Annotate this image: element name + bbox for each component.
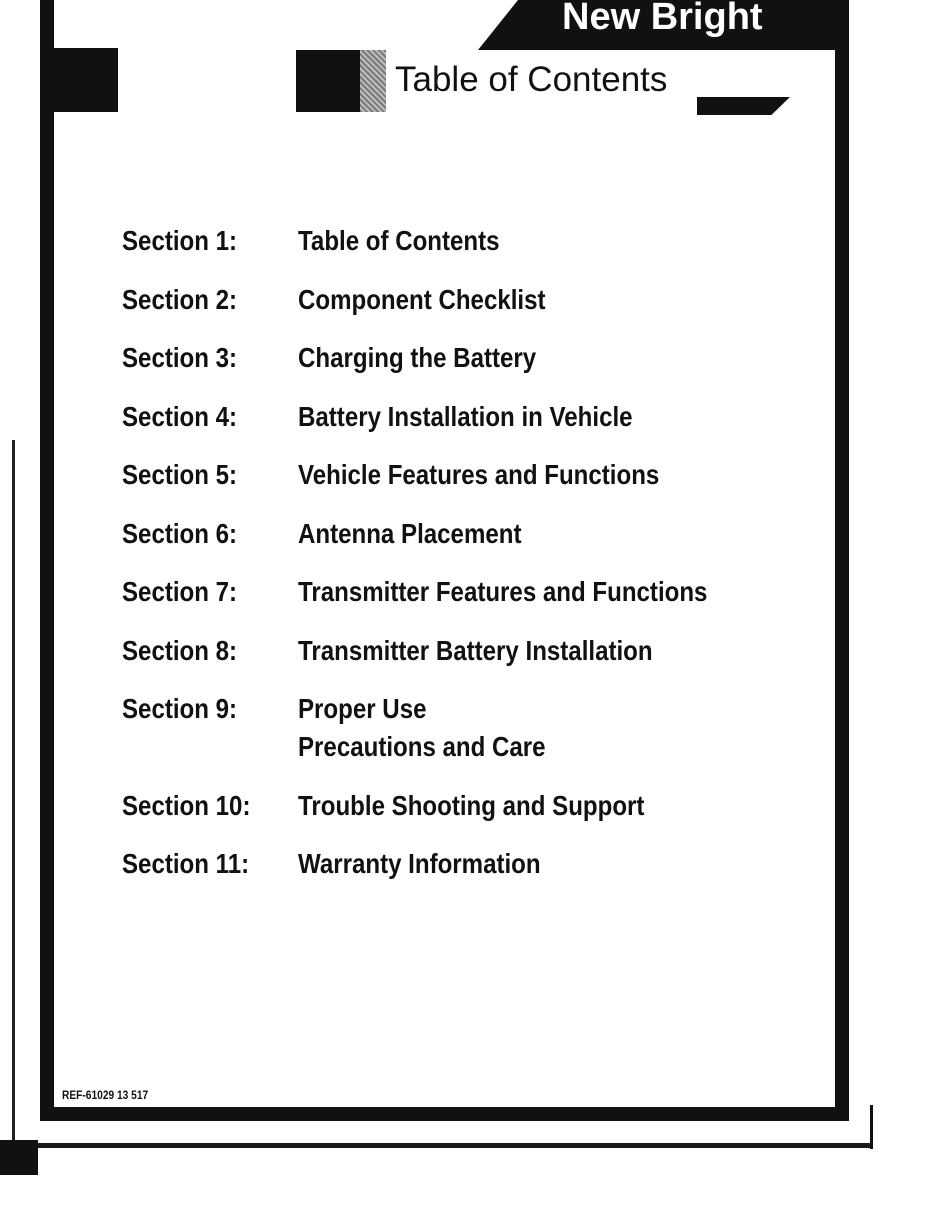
section-title: Antenna Placement xyxy=(298,518,522,549)
section-label: Section 9: xyxy=(122,693,238,724)
section-title: Transmitter Features and Functions xyxy=(298,576,708,607)
section-title: Vehicle Features and Functions xyxy=(298,459,660,490)
section-title: Trouble Shooting and Support xyxy=(298,790,645,821)
section-label: Section 11: xyxy=(122,848,250,879)
section-label: Section 10: xyxy=(122,790,251,821)
section-title: Warranty Information xyxy=(298,848,541,879)
section-label: Section 4: xyxy=(122,401,238,432)
section-label: Section 1: xyxy=(122,225,238,256)
brand-name: New Bright xyxy=(562,0,763,38)
section-title: Transmitter Battery Installation xyxy=(298,635,653,666)
section-title: Proper Use xyxy=(298,693,427,724)
section-title-line2: Precautions and Care xyxy=(298,731,546,762)
section-label: Section 8: xyxy=(122,635,238,666)
section-title: Battery Installation in Vehicle xyxy=(298,401,633,432)
section-title: Component Checklist xyxy=(298,284,546,315)
section-label: Section 7: xyxy=(122,576,238,607)
section-title: Table of Contents xyxy=(298,225,500,256)
section-title: Charging the Battery xyxy=(298,342,537,373)
section-label: Section 6: xyxy=(122,518,238,549)
section-label: Section 3: xyxy=(122,342,238,373)
page-title: Table of Contents xyxy=(395,60,668,99)
section-label: Section 5: xyxy=(122,459,238,490)
reference-code: REF-61029 13 517 xyxy=(62,1088,149,1102)
section-label: Section 2: xyxy=(122,284,238,315)
